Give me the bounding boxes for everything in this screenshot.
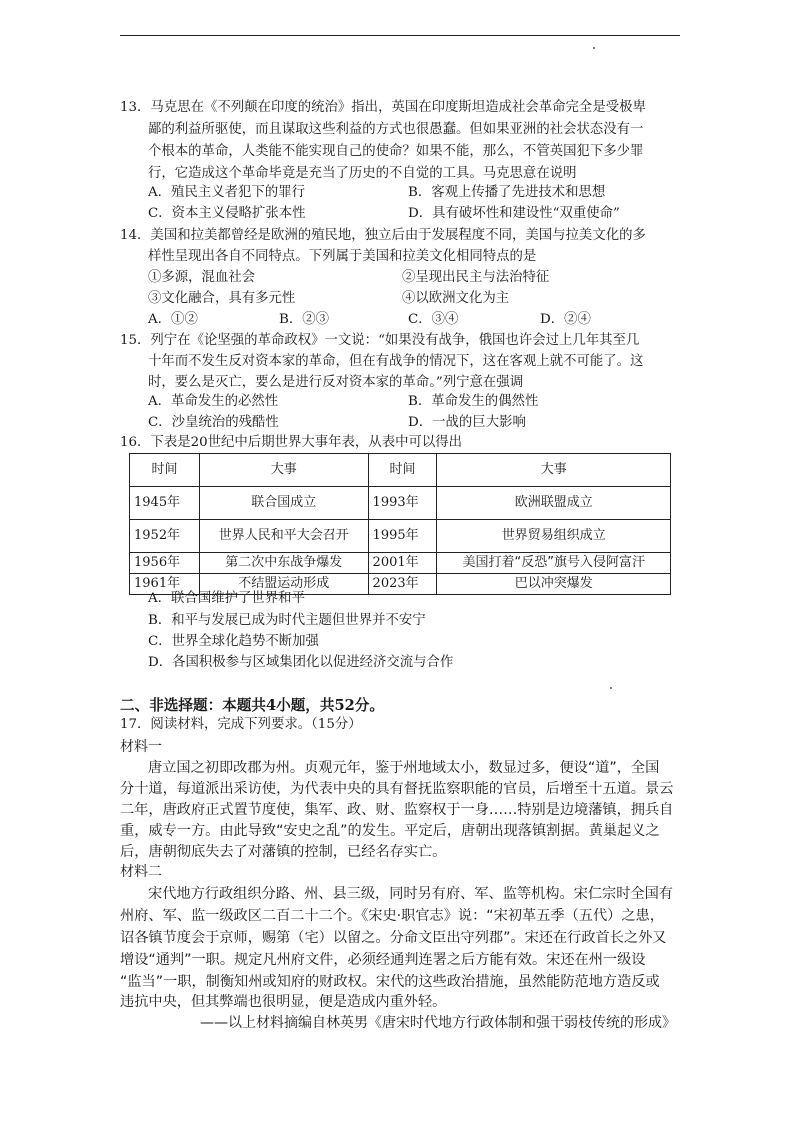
table-row xyxy=(130,520,671,553)
q16-option-c: C．世界全球化趋势不断加强 xyxy=(148,634,319,649)
q13-stem-line: 个根本的革命，人类能不能实现自己的使命？如果不能，那么，不管英国犯下多少罪 xyxy=(148,144,644,159)
q16-option-b: B．和平与发展已成为时代主题但世界并不安宁 xyxy=(148,613,426,628)
table-cell-event: 第二次中东战争爆发 xyxy=(199,553,368,574)
table-cell-year: 1956年 xyxy=(130,553,200,574)
q13-option-d: D．具有破坏性和建设性“双重使命” xyxy=(408,206,620,221)
q13-stem-line: 13．马克思在《不列颠在印度的统治》指出，英国在印度斯坦造成社会革命完全是受极卑 xyxy=(120,100,646,115)
table-cell-year: 1961年 xyxy=(130,574,200,595)
material2-line: 增设“通判”一职。规定凡州府文件，必须经通判连署之后方能有效。宋还在州一级设 xyxy=(120,952,646,968)
q15-stem-line: 十年而不发生反对资本家的革命，但在有战争的情况下，这在客观上就不可能了。这 xyxy=(148,354,644,369)
material1-line: 分十道，每道派出采访使，为代表中央的具有督抚监察职能的官员，后增至十五道。景云 xyxy=(120,781,674,797)
q16-option-a: A．联合国维护了世界和平 xyxy=(148,591,305,606)
q14-option-d: D．②④ xyxy=(540,312,591,327)
material1-line: 后，唐朝彻底失去了对藩镇的控制，已经名存实亡。 xyxy=(120,844,447,860)
table-row xyxy=(130,553,671,574)
material2-line: “监当”一职，制衡知州或知府的财政权。宋代的这些政治措施，虽然能防范地方造反或 xyxy=(120,974,660,990)
q15-option-a: A．革命发生的必然性 xyxy=(148,394,279,409)
table-header-cell: 时间 xyxy=(368,454,437,487)
material1-line: 唐立国之初即改郡为州。贞观元年，鉴于州地域太小，数显过多，便设“道”，全国 xyxy=(148,760,660,776)
table-header-row xyxy=(130,454,671,487)
q14-option-a: A．①② xyxy=(148,312,198,327)
q13-stem-line: 鄙的利益所驱使，而且谋取这些利益的方式也很愚蠢。但如果亚洲的社会状态没有一 xyxy=(148,122,644,137)
material2-line: 州府、军、监一级政区二百二十二个。《宋史·职官志》说：“宋初革五季（五代）之患， xyxy=(120,908,664,924)
q15-stem-line: 15．列宁在《论坚强的革命政权》一文说：“如果没有战争，俄国也许会过上几年其至几 xyxy=(120,333,640,348)
q14-item-3: ③文化融合，具有多元性 xyxy=(148,291,296,306)
table-cell-event: 不结盟运动形成 xyxy=(199,574,368,595)
table-header-cell: 大事 xyxy=(437,454,671,487)
table-cell-event: 世界贸易组织成立 xyxy=(437,520,671,553)
table-row xyxy=(130,487,671,520)
material-label: 材料二 xyxy=(120,864,162,880)
q14-stem-line: 样性呈现出各自不同特点。下列属于美国和拉美文化相同特点的是 xyxy=(148,249,537,264)
q15-option-d: D．一战的巨大影响 xyxy=(408,415,526,430)
q13-option-c: C．资本主义侵略扩张本性 xyxy=(148,206,306,221)
table-cell-year: 1993年 xyxy=(368,487,437,520)
material-label: 材料一 xyxy=(120,739,162,755)
table-cell-year: 2001年 xyxy=(368,553,437,574)
q14-stem-line: 14．美国和拉美都曾经是欧洲的殖民地，独立后由于发展程度不同，美国与拉美文化的多 xyxy=(120,228,646,243)
q13-option-b: B．客观上传播了先进技术和思想 xyxy=(408,185,606,200)
q17-stem: 17．阅读材料，完成下列要求。（15分） xyxy=(120,717,362,732)
table-cell-event: 巴以冲突爆发 xyxy=(437,574,671,595)
q14-item-2: ②呈现出民主与法治特征 xyxy=(402,270,550,285)
table-cell-year: 2023年 xyxy=(368,574,437,595)
material2-line: 违抗中央，但其弊端也很明显，便是造成内重外轻。 xyxy=(120,994,447,1010)
material2-line: 诏各镇节度会于京师，赐第（宅）以留之。分命文臣出守列郡”。宋还在行政首长之外又 xyxy=(120,930,667,946)
material1-line: 重，威专一方。由此导致“安史之乱”的发生。平定后，唐朝出现落镇割据。黄巢起义之 xyxy=(120,823,660,839)
scan-speck xyxy=(610,687,612,689)
q13-stem-line: 行，它造成这个革命毕竟是充当了历史的不自觉的工具。马克思意在说明 xyxy=(148,166,577,181)
q15-option-b: B．革命发生的偶然性 xyxy=(408,394,539,409)
events-table xyxy=(129,453,671,595)
table-header-cell: 时间 xyxy=(130,454,200,487)
q16-stem: 16．下表是20世纪中后期世界大事年表，从表中可以得出 xyxy=(120,435,463,450)
q14-item-4: ④以欧洲文化为主 xyxy=(402,291,510,306)
q15-stem-line: 时，要么是灭亡，要么是进行反对资本家的革命。”列宁意在强调 xyxy=(148,375,524,390)
table-header-cell: 大事 xyxy=(199,454,368,487)
material1-line: 二年，唐政府正式置节度使，集军、政、财、监察权于一身……特别是边境藩镇，拥兵自 xyxy=(120,802,674,818)
scan-speck xyxy=(593,47,595,49)
section-heading: 二、非选择题：本题共4小题，共52分。 xyxy=(120,697,384,714)
table-cell-event: 联合国成立 xyxy=(199,487,368,520)
header-rule xyxy=(120,35,680,36)
table-cell-year: 1945年 xyxy=(130,487,200,520)
source-citation: ——以上材料摘编自林英男《唐宋时代地方行政体制和强干弱枝传统的形成》 xyxy=(200,1015,676,1031)
table-cell-year: 1995年 xyxy=(368,520,437,553)
material2-line: 宋代地方行政组织分路、州、县三级，同时另有府、军、监等机构。宋仁宗时全国有 xyxy=(148,886,673,902)
q14-option-c: C．③④ xyxy=(408,312,459,327)
q14-item-1: ①多源，混血社会 xyxy=(148,270,256,285)
q14-option-b: B．②③ xyxy=(279,312,330,327)
table-cell-event: 世界人民和平大会召开 xyxy=(199,520,368,553)
table-cell-year: 1952年 xyxy=(130,520,200,553)
table-cell-event: 美国打着“反恐”旗号入侵阿富汗 xyxy=(437,553,671,574)
q13-option-a: A．殖民主义者犯下的罪行 xyxy=(148,185,305,200)
q15-option-c: C．沙皇统治的残酷性 xyxy=(148,415,279,430)
table-cell-event: 欧洲联盟成立 xyxy=(437,487,671,520)
q16-option-d: D．各国积极参与区域集团化以促进经济交流与合作 xyxy=(148,655,454,670)
